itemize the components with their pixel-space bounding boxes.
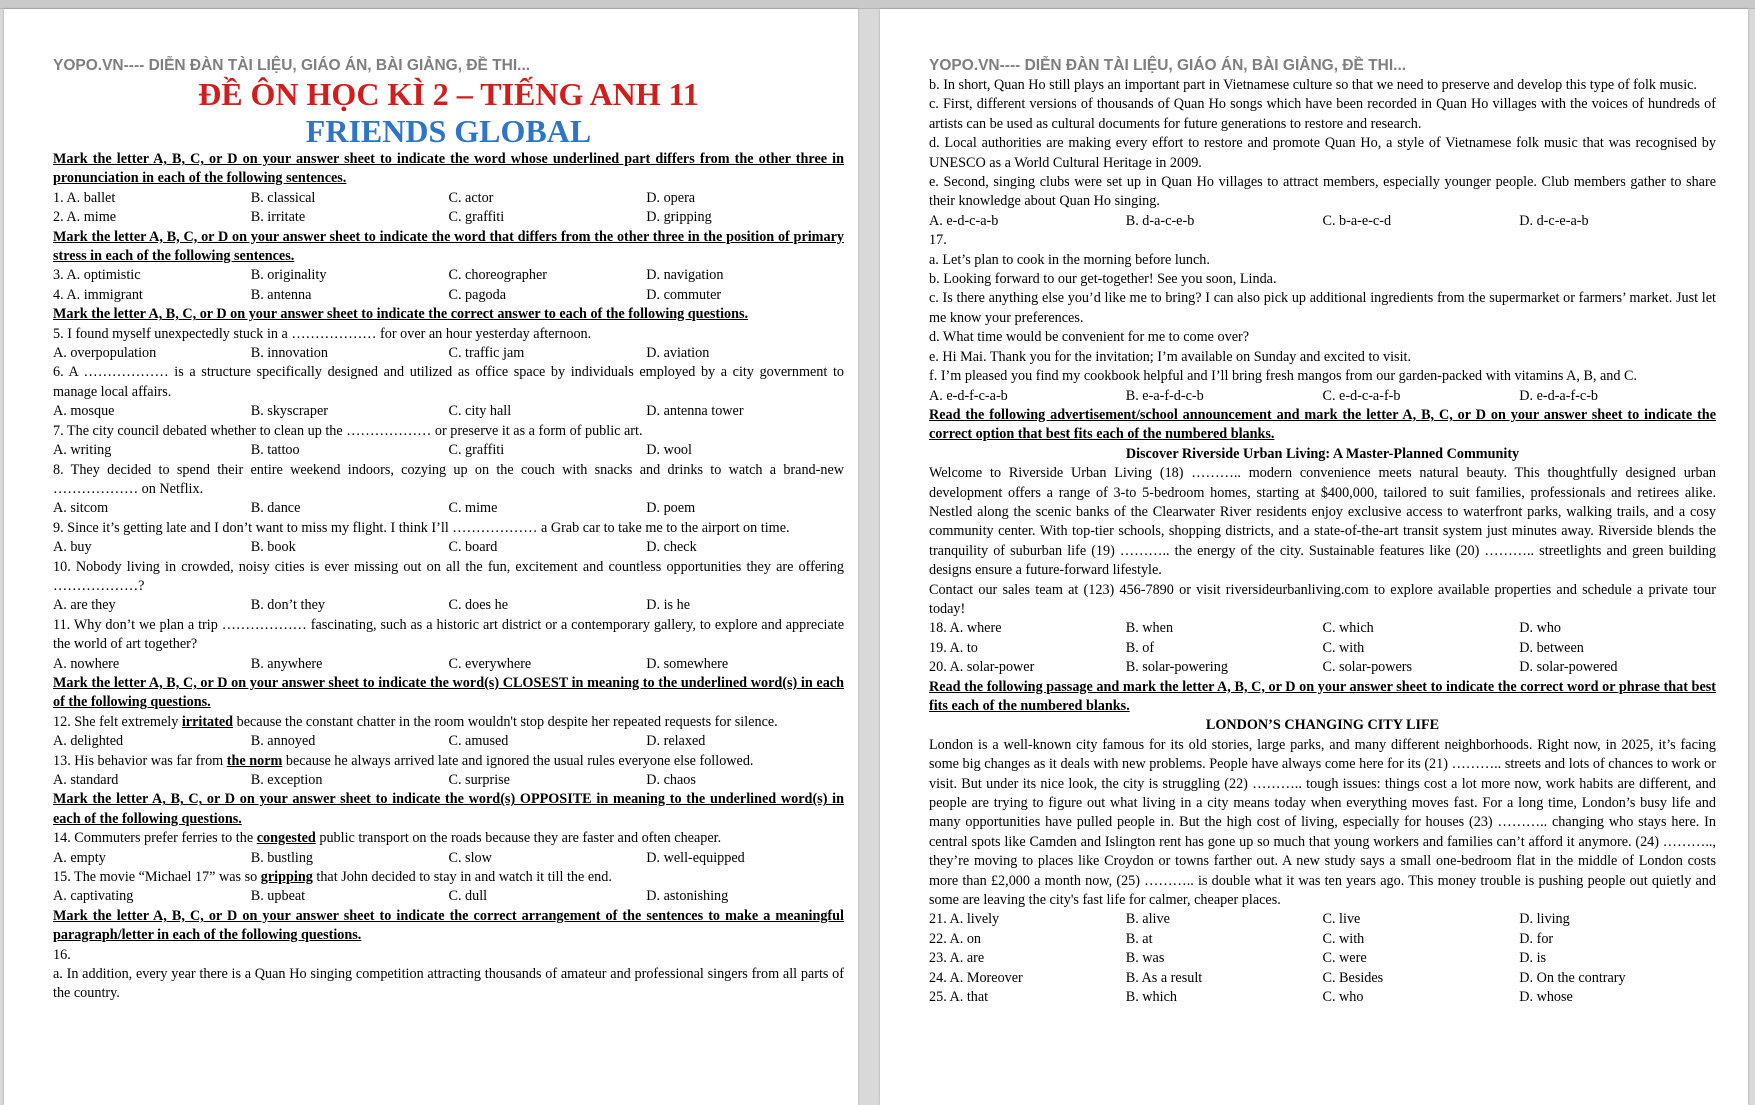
option: D. living: [1519, 911, 1570, 928]
question-17-sentence-a: a. Let’s plan to cook in the morning before lunch.: [929, 251, 1210, 268]
question-5-options: [53, 344, 844, 363]
option: B. which: [1125, 989, 1177, 1006]
option: A. e-d-f-c-a-b: [929, 387, 1008, 404]
option: D. whose: [1519, 989, 1573, 1006]
question-17-sentence-b: b. Looking forward to our get-together! See you soon, Linda.: [929, 271, 1277, 288]
question-text: 13. His behavior was far from: [53, 752, 227, 769]
question-text: because he always arrived late and ignored the usual rules everyone else followed.: [282, 752, 754, 769]
question-17-sentence-e: e. Hi Mai. Thank you for the invitation; I’m available on Sunday and excited to visit.: [929, 348, 1412, 365]
option: A. nowhere: [53, 655, 120, 672]
option: 19. A. to: [929, 639, 978, 656]
question-6: 6. A ……………… is a structure specifically designed and utilized as office space by individuals employed by a city government to manage local affairs.: [53, 364, 844, 400]
option: 22. A. on: [929, 930, 982, 947]
question-11: 11. Why don’t we plan a trip ……………… fascinating, such as a historic art district or a contemporary gallery, to explore and appreciate the world of art together?: [53, 616, 844, 653]
option: 4. A. immigrant: [53, 286, 143, 303]
option: D. well-equipped: [646, 849, 745, 866]
question-13-options: [53, 771, 844, 790]
option: D. wool: [646, 442, 692, 459]
option: B. anywhere: [250, 655, 323, 672]
question-text: that John decided to stay in and watch it till the end.: [312, 869, 612, 886]
instruction-closest-meaning: Mark the letter A, B, C, or D on your answer sheet to indicate the word(s) CLOSEST in meaning to the underlined word(s) in each of the following questions.: [53, 674, 844, 711]
option: B. classical: [250, 189, 316, 206]
option: B. book: [250, 539, 296, 556]
question-12-options: [53, 732, 844, 751]
option: B. annoyed: [250, 733, 316, 750]
question-5: 5. I found myself unexpectedly stuck in a ……………… for over an hour yesterday afternoon.: [53, 325, 592, 342]
question-20-options: [929, 658, 1716, 677]
question-12: [53, 713, 844, 732]
question-text: 12. She felt extremely: [53, 713, 182, 730]
option: 25. A. that: [929, 989, 989, 1006]
option: 24. A. Moreover: [929, 969, 1023, 986]
option: 20. A. solar-power: [929, 659, 1035, 676]
question-21-options: [929, 910, 1716, 929]
option: A. standard: [53, 772, 119, 788]
option: C. everywhere: [448, 655, 532, 672]
advertisement-title: Discover Riverside Urban Living: A Master-Planned Community: [1125, 445, 1520, 462]
page-right-content: [929, 56, 1716, 1008]
option: D. solar-powered: [1519, 659, 1618, 676]
instruction-advertisement: Read the following advertisement/school announcement and mark the letter A, B, C, or D on your answer sheet to indicate the correct option that best fits each of the numbered blanks.: [929, 406, 1716, 443]
passage-title: LONDON’S CHANGING CITY LIFE: [1205, 717, 1440, 734]
passage-body: London is a well-known city famous for its old stories, large parks, and many different neighborhoods. Right now, in 2025, it’s facing some big changes as it deals with new problems. People have always come here for its (21) ……….. streets and lots of chances to work or visit. But under its nice look, the city is struggling (22) ……….. tough issues: things cost a lot more now, work habits are different, and people are trying to figure out what living in a city means today when everything moves fast. For a long time, London’s busy life and many opportunities have pulled people in. But the high cost of living, especially for houses (23) ……….. changing who stays here. In central spots like Camden and Islington rent has gone up so much that young workers and families can’t afford it anymore. (24) ……….., they’re moving to places like Croydon or towns farther out. A new study says a small one-bedroom flat in the middle of London costs more than £2,000 a month now, (25) ……….. is double what it was ten years ago. This money trouble is pushing people out quietly and some are leaving the city's fast life for calmer, cheaper places.: [929, 736, 1716, 909]
question-14-options: [53, 849, 844, 868]
viewer-top-bar: [0, 0, 1755, 9]
question-13: [53, 752, 844, 771]
question-text: public transport on the roads because they are faster and often cheaper.: [315, 830, 722, 847]
option: B. was: [1125, 950, 1165, 967]
option: B. tattoo: [250, 442, 300, 459]
option: B. don’t they: [250, 597, 325, 614]
option: D. is he: [646, 597, 690, 614]
question-16-sentence-b: b. In short, Quan Ho still plays an important part in Vietnamese culture so that we need to preserve and develop this type of folk music.: [929, 77, 1697, 93]
instruction-passage: Read the following passage and mark the letter A, B, C, or D on your answer sheet to indicate the correct word or phrase that best fits each of the numbered blanks.: [929, 678, 1716, 714]
option: B. when: [1125, 620, 1174, 637]
option: 23. A. are: [929, 950, 985, 967]
option: D. astonishing: [646, 888, 729, 905]
option: C. b-a-e-c-d: [1322, 212, 1392, 229]
underlined-word: irritated: [181, 713, 234, 730]
option: B. e-a-f-d-c-b: [1125, 387, 1204, 404]
underlined-word: congested: [256, 830, 316, 847]
option: A. overpopulation: [53, 345, 157, 362]
underlined-word: gripping: [260, 869, 313, 886]
question-16-sentence-e: e. Second, singing clubs were set up in Quan Ho villages to attract members, especially younger people. Club members gather to share their knowledge about Quan Ho singing.: [929, 174, 1716, 210]
option: D. somewhere: [646, 655, 729, 672]
page-left-content: [53, 56, 844, 1004]
option: 3. A. optimistic: [53, 267, 141, 284]
question-7-options: [53, 441, 844, 460]
option: B. bustling: [250, 849, 314, 866]
option: 18. A. where: [929, 620, 1002, 637]
question-18-options: [929, 619, 1716, 638]
option: A. delighted: [53, 733, 124, 750]
option: C. Besides: [1322, 969, 1384, 986]
underlined-word: the norm: [226, 752, 283, 769]
question-11-options: [53, 655, 844, 674]
option: B. solar-powering: [1125, 659, 1228, 676]
question-14: [53, 829, 844, 848]
option: D. chaos: [646, 772, 696, 788]
option: B. dance: [250, 500, 301, 517]
option: A. mosque: [53, 403, 115, 420]
question-22-options: [929, 930, 1716, 949]
option: C. mime: [448, 500, 498, 517]
option: C. traffic jam: [448, 345, 525, 362]
option: D. navigation: [646, 267, 724, 284]
option: B. of: [1125, 639, 1155, 656]
site-header: YOPO.VN---- DIỄN ĐÀN TÀI LIỆU, GIÁO ÁN, BÀI GIẢNG, ĐỀ THI...: [929, 57, 1407, 74]
option: 21. A. lively: [929, 911, 1000, 928]
option: C. were: [1322, 950, 1367, 967]
option: B. exception: [250, 772, 323, 788]
advertisement-contact: Contact our sales team at (123) 456-7890 or visit riversideurbanliving.com to explore available properties and schedule a private tour today!: [929, 581, 1716, 617]
option: D. commuter: [646, 286, 722, 303]
question-2-options: [53, 208, 844, 227]
exam-title: ĐỀ ÔN HỌC KÌ 2 – TIẾNG ANH 11: [198, 76, 699, 112]
question-24-options: [929, 969, 1716, 988]
question-25-options: [929, 988, 1716, 1007]
question-15-options: [53, 887, 844, 906]
option: C. live: [1322, 911, 1361, 928]
instruction-correct-answer: Mark the letter A, B, C, or D on your answer sheet to indicate the correct answer to each of the following questions.: [53, 306, 749, 323]
site-header: YOPO.VN---- DIỄN ĐÀN TÀI LIỆU, GIÁO ÁN, BÀI GIẢNG, ĐỀ THI...: [53, 57, 531, 74]
option: D. who: [1519, 620, 1562, 637]
instruction-opposite-meaning: Mark the letter A, B, C, or D on your answer sheet to indicate the word(s) OPPOSITE in meaning to the underlined word(s) in each of the following questions.: [53, 791, 844, 827]
option: A. writing: [53, 442, 112, 459]
option: C. with: [1322, 639, 1365, 656]
option: D. opera: [646, 189, 696, 206]
question-10-options: [53, 596, 844, 615]
option: A. captivating: [53, 888, 134, 905]
option: D. antenna tower: [646, 403, 744, 420]
question-text: 14. Commuters prefer ferries to the: [53, 830, 257, 847]
option: D. gripping: [646, 209, 712, 226]
instruction-arrangement: Mark the letter A, B, C, or D on your answer sheet to indicate the correct arrangement of the sentences to make a meaningful paragraph/letter in each of the following questions.: [53, 907, 844, 944]
question-23-options: [929, 949, 1716, 968]
option: C. actor: [448, 189, 494, 206]
option: B. alive: [1125, 911, 1170, 928]
document-page-left: [4, 9, 858, 1105]
option: C. with: [1322, 930, 1365, 947]
option: D. between: [1519, 639, 1584, 656]
question-15: [53, 868, 844, 887]
option: B. originality: [250, 267, 327, 284]
question-9: 9. Since it’s getting late and I don’t want to miss my flight. I think I’ll ……………… a Grab car to take me to the airport on time.: [53, 519, 790, 536]
advertisement-body: Welcome to Riverside Urban Living (18) ……….. modern convenience meets natural beauty. This thoughtfully designed urban development offers a range of 3-to 5-bedroom homes, starting at $400,000, tailored to suit families, professionals and retirees alike. Nestled along the scenic banks of the Clearwater River residents enjoy exclusive access to waterfront parks, walking trails, and a cosy community center. With top-tier schools, shopping districts, and a state-of-the-art transit system just minutes away. Riverside blends the tranquility of suburban life (19) ……….. the energy of the city. Sustainable features like (20) ……….. streetlights and green building designs ensure a future-forward lifestyle.: [929, 465, 1716, 579]
option: C. who: [1322, 989, 1364, 1006]
option: A. are they: [53, 597, 116, 614]
option: B. at: [1125, 930, 1153, 947]
option: D. for: [1519, 930, 1554, 947]
option: C. graffiti: [448, 442, 505, 459]
option: D. check: [646, 539, 697, 556]
instruction-pronunciation: Mark the letter A, B, C, or D on your answer sheet to indicate the word whose underlined part differs from the other three in pronunciation in each of the following sentences.: [53, 151, 844, 187]
instruction-stress: Mark the letter A, B, C, or D on your answer sheet to indicate the word that differs from the other three in the position of primary stress in each of the following sentences.: [53, 228, 844, 265]
option: B. upbeat: [250, 888, 306, 905]
question-16-sentence-d: d. Local authorities are making every effort to restore and promote Quan Ho, a style of Vietnamese folk music that was recognised by UNESCO as a World Cultural Heritage in 2009.: [929, 135, 1716, 171]
option: D. relaxed: [646, 733, 706, 750]
option: D. d-c-e-a-b: [1519, 212, 1589, 229]
option: C. which: [1322, 620, 1374, 637]
option: A. e-d-c-a-b: [929, 212, 999, 229]
question-19-options: [929, 639, 1716, 658]
question-8-options: [53, 499, 844, 518]
question-1-options: [53, 189, 844, 208]
option: C. e-d-c-a-f-b: [1322, 387, 1401, 404]
option: C. surprise: [448, 772, 510, 788]
question-17-sentence-f: f. I’m pleased you find my cookbook helpful and I’ll bring fresh mangos from our garden-packed with vitamins A, B, and C.: [929, 368, 1638, 385]
option: C. solar-powers: [1322, 659, 1413, 676]
option: B. innovation: [250, 345, 328, 362]
option: A. empty: [53, 849, 106, 866]
option: B. antenna: [250, 286, 312, 303]
question-17-sentence-d: d. What time would be convenient for me to come over?: [929, 329, 1250, 346]
option: C. slow: [448, 849, 492, 866]
question-16-number: 16.: [53, 946, 71, 963]
question-17-options: [929, 387, 1716, 406]
option: D. poem: [646, 500, 696, 517]
exam-subtitle: FRIENDS GLOBAL: [305, 113, 592, 149]
question-7: 7. The city council debated whether to clean up the ……………… or preserve it as a form of public art.: [53, 422, 643, 439]
option: D. aviation: [646, 345, 710, 362]
document-page-right: [880, 9, 1748, 1105]
option: 1. A. ballet: [53, 189, 116, 206]
question-text: because the constant chatter in the room wouldn't stop despite her repeated requests for silence.: [233, 713, 778, 730]
question-6-options: [53, 402, 844, 421]
option: D. On the contrary: [1519, 969, 1626, 986]
option: C. choreographer: [448, 267, 547, 284]
option: C. city hall: [448, 403, 512, 420]
option: C. graffiti: [448, 209, 505, 226]
option: B. irritate: [250, 209, 306, 226]
option: D. is: [1519, 950, 1547, 967]
option: C. does he: [448, 597, 509, 614]
option: C. pagoda: [448, 286, 507, 303]
option: C. dull: [448, 888, 488, 905]
option: B. skyscraper: [250, 403, 328, 420]
question-16-sentence-c: c. First, different versions of thousands of Quan Ho songs which have been recorded in Quan Ho villages with the voices of hundreds of artists can be used as cultural documents for future generations to restore and research.: [929, 96, 1716, 132]
option: B. d-a-c-e-b: [1125, 212, 1195, 229]
option: B. As a result: [1125, 969, 1203, 986]
question-9-options: [53, 538, 844, 557]
option: C. amused: [448, 733, 509, 750]
question-16-sentence-a: a. In addition, every year there is a Quan Ho singing competition attracting thousands of amateur and professional singers from all parts of the country.: [53, 966, 844, 1002]
question-17-sentence-c: c. Is there anything else you’d like me to bring? I can also pick up additional ingredients from the supermarket or farmers’ market. Just let me know your preferences.: [929, 290, 1716, 326]
question-4-options: [53, 286, 844, 305]
option: C. board: [448, 539, 498, 556]
question-17-number: 17.: [929, 232, 947, 249]
option: 2. A. mime: [53, 209, 117, 226]
question-3-options: [53, 266, 844, 285]
option: A. buy: [53, 539, 92, 556]
option: A. sitcom: [53, 500, 109, 517]
question-16-options: [929, 212, 1716, 231]
option: D. e-d-a-f-c-b: [1519, 387, 1599, 404]
question-8: 8. They decided to spend their entire weekend indoors, cozying up on the couch with snacks and drinks to watch a brand-new ……………… on Netflix.: [53, 461, 844, 497]
question-10: 10. Nobody living in crowded, noisy cities is ever missing out on all the fun, excitement and countless opportunities they are offering ………………?: [53, 558, 844, 594]
question-text: 15. The movie “Michael 17” was so: [53, 869, 261, 886]
